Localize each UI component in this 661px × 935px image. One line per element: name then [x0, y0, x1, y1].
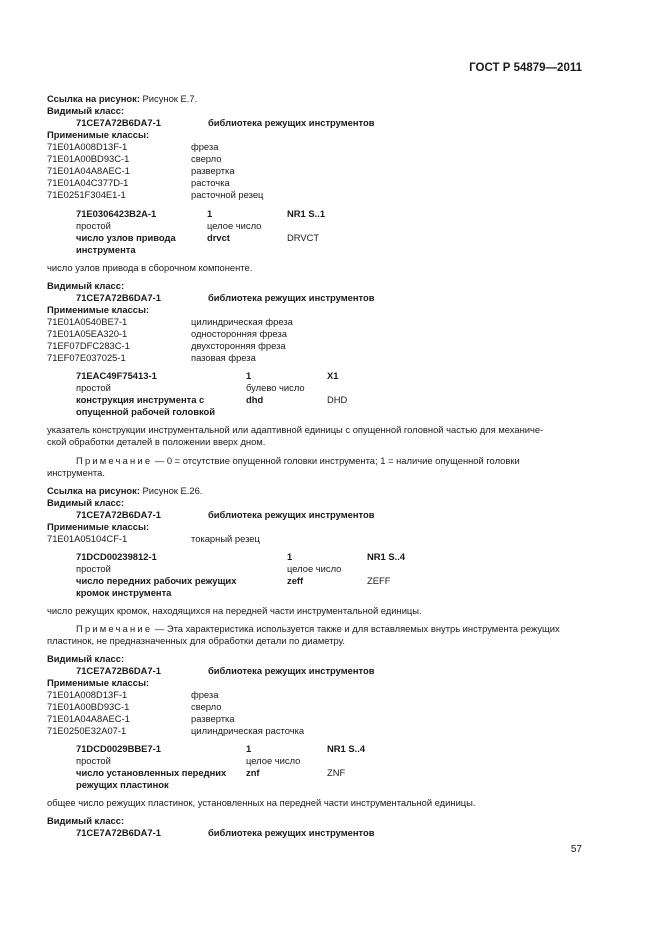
note-cont: инструмента. [47, 467, 105, 478]
figure-reference [47, 485, 202, 496]
property-type: простой [76, 220, 111, 231]
applicable-classes-label: Применимые классы: [47, 304, 150, 315]
property-format: NR1 S..4 [327, 743, 366, 754]
visible-class-id: 71CE7A72B6DA7-1 [76, 509, 161, 520]
property-format: NR1 S..1 [287, 208, 326, 219]
property-version: 1 [287, 551, 293, 562]
class-name: двухсторонняя фреза [191, 340, 286, 351]
standard-number: ГОСТ Р 54879—2011 [469, 62, 582, 74]
note-label: Примечание [76, 623, 153, 634]
property-id: 71DCD00239812-1 [76, 551, 157, 562]
figure-reference-value: Рисунок Е.26. [142, 485, 203, 496]
visible-class-label: Видимый класс: [47, 105, 125, 116]
class-name: пазовая фреза [191, 352, 256, 363]
class-id: 71E01A0540BE7-1 [47, 316, 128, 327]
class-name: токарный резец [191, 533, 260, 544]
class-id: 71E01A00BD93C-1 [47, 153, 130, 164]
class-id: 71E01A05104CF-1 [47, 533, 128, 544]
class-id: 71E01A05EA320-1 [47, 328, 128, 339]
property-code: DHD [327, 394, 348, 405]
applicable-classes-label: Применимые классы: [47, 129, 150, 140]
visible-class-label: Видимый класс: [47, 280, 125, 291]
property-type: простой [76, 755, 111, 766]
figure-reference-label: Ссылка на рисунок: [47, 93, 140, 104]
class-name: фреза [191, 689, 219, 700]
visible-class-label: Видимый класс: [47, 815, 125, 826]
property-code: ZNF [327, 767, 346, 778]
property-type: простой [76, 563, 111, 574]
class-name: расточка [191, 177, 230, 188]
class-name: развертка [191, 713, 235, 724]
property-type: простой [76, 382, 111, 393]
property-name-cont: кромок инструмента [76, 587, 172, 598]
property-name-cont: режущих пластинок [76, 779, 169, 790]
class-name: односторонняя фреза [191, 328, 287, 339]
class-name: сверло [191, 701, 222, 712]
visible-class-id: 71CE7A72B6DA7-1 [76, 827, 161, 838]
property-datatype: целое число [246, 755, 301, 766]
note-text: — 0 = отсутствие опущенной головки инструмента; 1 = наличие опущенной головки [152, 455, 520, 466]
class-name: расточной резец [191, 189, 264, 200]
property-symbol: dhd [246, 394, 264, 405]
definition: число узлов привода в сборочном компоненте. [47, 262, 253, 273]
property-name: число передних рабочих режущих [76, 575, 237, 586]
property-datatype: целое число [287, 563, 342, 574]
class-name: развертка [191, 165, 235, 176]
visible-class-id: 71CE7A72B6DA7-1 [76, 665, 161, 676]
property-format: X1 [327, 370, 339, 381]
class-id: 71E0250E32A07-1 [47, 725, 127, 736]
note [76, 623, 560, 634]
note-text: — Эта характеристика используется также и для вставляемых внутрь инструмента режущих [152, 623, 560, 634]
property-symbol: znf [246, 767, 260, 778]
property-id: 71E0306423B2A-1 [76, 208, 157, 219]
figure-reference-value: Рисунок Е.7. [142, 93, 198, 104]
definition-cont: ской обработки деталей в положении вверх дном. [47, 436, 266, 447]
figure-reference [47, 93, 197, 104]
class-name: сверло [191, 153, 222, 164]
class-name: фреза [191, 141, 219, 152]
page-number: 57 [570, 844, 582, 855]
property-datatype: булево число [246, 382, 305, 393]
definition: общее число режущих пластинок, установленных на передней части инструментальной единицы. [47, 797, 476, 808]
applicable-classes-label: Применимые классы: [47, 521, 150, 532]
class-id: 71EF07E037025-1 [47, 352, 126, 363]
visible-class-name: библиотека режущих инструментов [208, 509, 375, 520]
property-symbol: drvct [207, 232, 230, 243]
class-id: 71E01A008D13F-1 [47, 141, 128, 152]
property-version: 1 [246, 743, 252, 754]
applicable-classes-label: Применимые классы: [47, 677, 150, 688]
property-id: 71EAC49F75413-1 [76, 370, 157, 381]
visible-class-label: Видимый класс: [47, 653, 125, 664]
class-id: 71E01A04A8AEC-1 [47, 713, 130, 724]
note [76, 455, 520, 466]
figure-reference-label: Ссылка на рисунок: [47, 485, 140, 496]
visible-class-name: библиотека режущих инструментов [208, 827, 375, 838]
class-id: 71E01A04A8AEC-1 [47, 165, 130, 176]
class-id: 71E01A04C377D-1 [47, 177, 129, 188]
visible-class-name: библиотека режущих инструментов [208, 665, 375, 676]
class-id: 71E01A008D13F-1 [47, 689, 128, 700]
property-name-cont: инструмента [76, 244, 136, 255]
visible-class-name: библиотека режущих инструментов [208, 117, 375, 128]
visible-class-label: Видимый класс: [47, 497, 125, 508]
visible-class-name: библиотека режущих инструментов [208, 292, 375, 303]
property-name: число узлов привода [76, 232, 176, 243]
class-id: 71EF07DFC283C-1 [47, 340, 130, 351]
visible-class-id: 71CE7A72B6DA7-1 [76, 117, 161, 128]
class-id: 71E0251F304E1-1 [47, 189, 126, 200]
property-id: 71DCD0029BBE7-1 [76, 743, 161, 754]
property-name-cont: опущенной рабочей головкой [76, 406, 216, 417]
property-name: число установленных передних [76, 767, 227, 778]
visible-class-id: 71CE7A72B6DA7-1 [76, 292, 161, 303]
property-version: 1 [207, 208, 213, 219]
definition: число режущих кромок, находящихся на передней части инструментальной единицы. [47, 605, 422, 616]
property-datatype: целое число [207, 220, 262, 231]
property-code: DRVCT [287, 232, 320, 243]
class-name: цилиндрическая расточка [191, 725, 305, 736]
property-format: NR1 S..4 [367, 551, 406, 562]
property-version: 1 [246, 370, 252, 381]
note-label: Примечание [76, 455, 153, 466]
class-id: 71E01A00BD93C-1 [47, 701, 130, 712]
class-name: цилиндрическая фреза [191, 316, 293, 327]
property-code: ZEFF [367, 575, 391, 586]
note-cont: пластинок, не предназначенных для обработки детали по диаметру. [47, 635, 345, 646]
definition: указатель конструкции инструментальной или адаптивной единицы с опущенной головной частью для механиче- [47, 424, 544, 435]
property-symbol: zeff [287, 575, 304, 586]
property-name: конструкция инструмента с [76, 394, 205, 405]
